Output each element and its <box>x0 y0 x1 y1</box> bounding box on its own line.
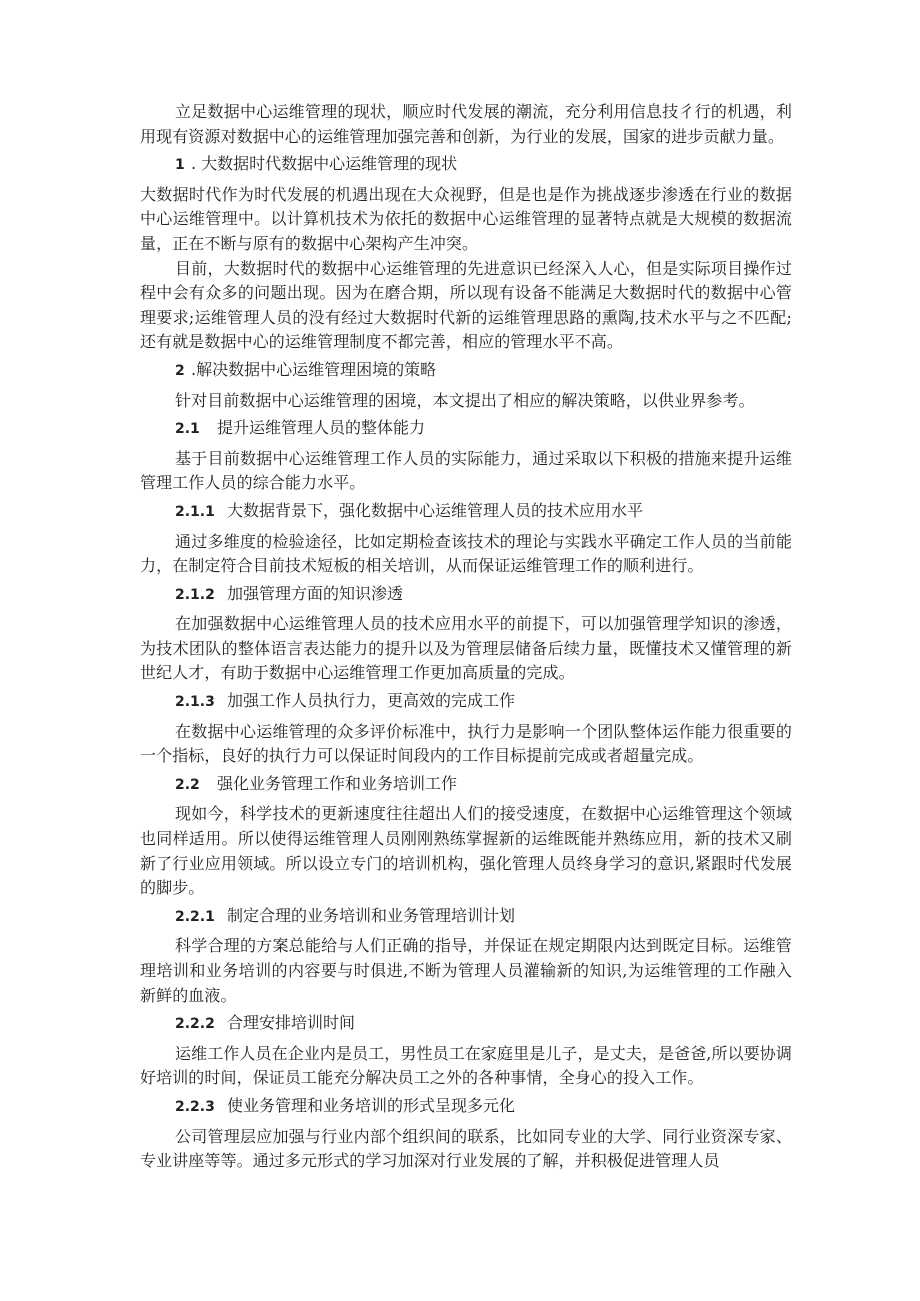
section-2-2-3-paragraph: 公司管理层应加强与行业内部个组织间的联系，比如同专业的大学、同行业资深专家、专业讲座等等。通过多元形式的学习加深对行业发展的了解，并积极促进管理人员 <box>140 1126 792 1171</box>
section-number: 2.2.3 <box>175 1098 215 1115</box>
section-number: 2 <box>175 362 185 379</box>
section-2-2-2-paragraph: 运维工作人员在企业内是员工，男性员工在家庭里是儿子，是丈夫，是爸爸,所以要协调好培训的时间，保证员工能充分解决员工之外的各种事情，全身心的投入工作。 <box>140 1043 792 1088</box>
section-heading-2-2-3 <box>0 1094 795 1120</box>
section-heading-2-1-3 <box>0 689 795 715</box>
section-title: 加强管理方面的知识渗透 <box>227 583 404 603</box>
section-title: 大数据背景下，强化数据中心运维管理人员的技术应用水平 <box>227 500 644 520</box>
section-heading-2-2-2 <box>0 1011 795 1037</box>
section-2-1-3-paragraph: 在数据中心运维管理的众多评价标准中，执行力是影响一个团队整体运作能力很重要的一个指标，良好的执行力可以保证时间段内的工作目标提前完成或者超量完成。 <box>140 721 792 766</box>
section-2-1-paragraph: 基于目前数据中心运维管理工作人员的实际能力，通过采取以下积极的措施来提升运维管理工作人员的综合能力水平。 <box>140 448 792 493</box>
section-number: 2.2.1 <box>175 908 215 925</box>
section-2-paragraph-1: 针对目前数据中心运维管理的困境，本文提出了相应的解决策略，以供业界参考。 <box>175 390 755 410</box>
section-1-paragraph-1: 大数据时代作为时代发展的机遇出现在大众视野，但是也是作为挑战逐步渗透在行业的数据中心运维管理中。以计算机技术为依托的数据中心运维管理的显著特点就是大规模的数据流量，正在不断与原有的数据中心架构产生冲突。 <box>140 184 792 253</box>
section-heading-2-1-2 <box>0 582 795 608</box>
section-2-1-2-paragraph: 在加强数据中心运维管理人员的技术应用水平的前提下，可以加强管理学知识的渗透，为技术团队的整体语言表达能力的提升以及为管理层储备后续力量，既懂技术又懂管理的新世纪人才，有助于数据中心运维管理工作更加高质量的完成。 <box>140 614 792 683</box>
section-title: 制定合理的业务培训和业务管理培训计划 <box>227 905 516 925</box>
section-title: 加强工作人员执行力，更高效的完成工作 <box>227 691 516 711</box>
section-2-1-1-paragraph: 通过多维度的检验途径，比如定期检查该技术的理论与实践水平确定工作人员的当前能力，在制定符合目前技术短板的相关培训，从而保证运维管理工作的顺利进行。 <box>140 531 792 576</box>
section-heading-1 <box>0 152 795 178</box>
section-title: . 大数据时代数据中心运维管理的现状 <box>191 154 458 174</box>
section-heading-2-2-1 <box>0 904 795 930</box>
section-title: 强化业务管理工作和业务培训工作 <box>217 773 458 793</box>
intro-paragraph: 立足数据中心运维管理的现状，顺应时代发展的潮流，充分利用信息技彳行的机遇，利用现有资源对数据中心的运维管理加强完善和创新，为行业的发展，国家的进步贡献力量。 <box>140 102 792 146</box>
section-title: 使业务管理和业务培训的形式呈现多元化 <box>227 1095 516 1115</box>
section-2-2-paragraph: 现如今，科学技术的更新速度往往超出人们的接受速度，在数据中心运维管理这个领域也同样适用。所以使得运维管理人员刚刚熟练掌握新的运维既能并熟练应用，新的技术又刷新了行业应用领域。所以设立专门的培训机构，强化管理人员终身学习的意识,紧跟时代发展的脚步。 <box>140 804 792 898</box>
section-number: 2.2.2 <box>175 1016 215 1033</box>
section-1-paragraph-2: 目前，大数据时代的数据中心运维管理的先进意识已经深入人心，但是实际项目操作过程中会有众多的问题出现。因为在磨合期，所以现有设备不能满足大数据时代的数据中心管理要求;运维管理人员的没有经过大数据时代新的运维管理思路的熏陶,技术水平与之不匹配;还有就是数据中心的运维管理制度不都完善，相应的管理水平不高。 <box>140 258 792 352</box>
section-title: 合理安排培训时间 <box>227 1013 356 1033</box>
section-2-2-1-paragraph: 科学合理的方案总能给与人们正确的指导，并保证在规定期限内达到既定目标。运维管理培训和业务培训的内容要与时俱进,不断为管理人员灌输新的知识,为运维管理的工作融入新鲜的血液。 <box>140 936 792 1005</box>
section-number: 1 <box>175 157 185 174</box>
section-title: .解决数据中心运维管理困境的策略 <box>191 359 437 379</box>
section-heading-2-2 <box>0 772 795 798</box>
section-number: 2.1.3 <box>175 694 215 711</box>
document-page <box>0 100 920 1174</box>
section-heading-2-1-1 <box>0 499 795 525</box>
section-number: 2.1 <box>175 421 200 438</box>
section-heading-2-1 <box>0 416 795 442</box>
section-number: 2.1.1 <box>175 503 215 520</box>
section-heading-2 <box>0 358 795 384</box>
section-title: 提升运维管理人员的整体能力 <box>217 418 426 438</box>
section-number: 2.2 <box>175 776 200 793</box>
section-number: 2.1.2 <box>175 586 215 603</box>
